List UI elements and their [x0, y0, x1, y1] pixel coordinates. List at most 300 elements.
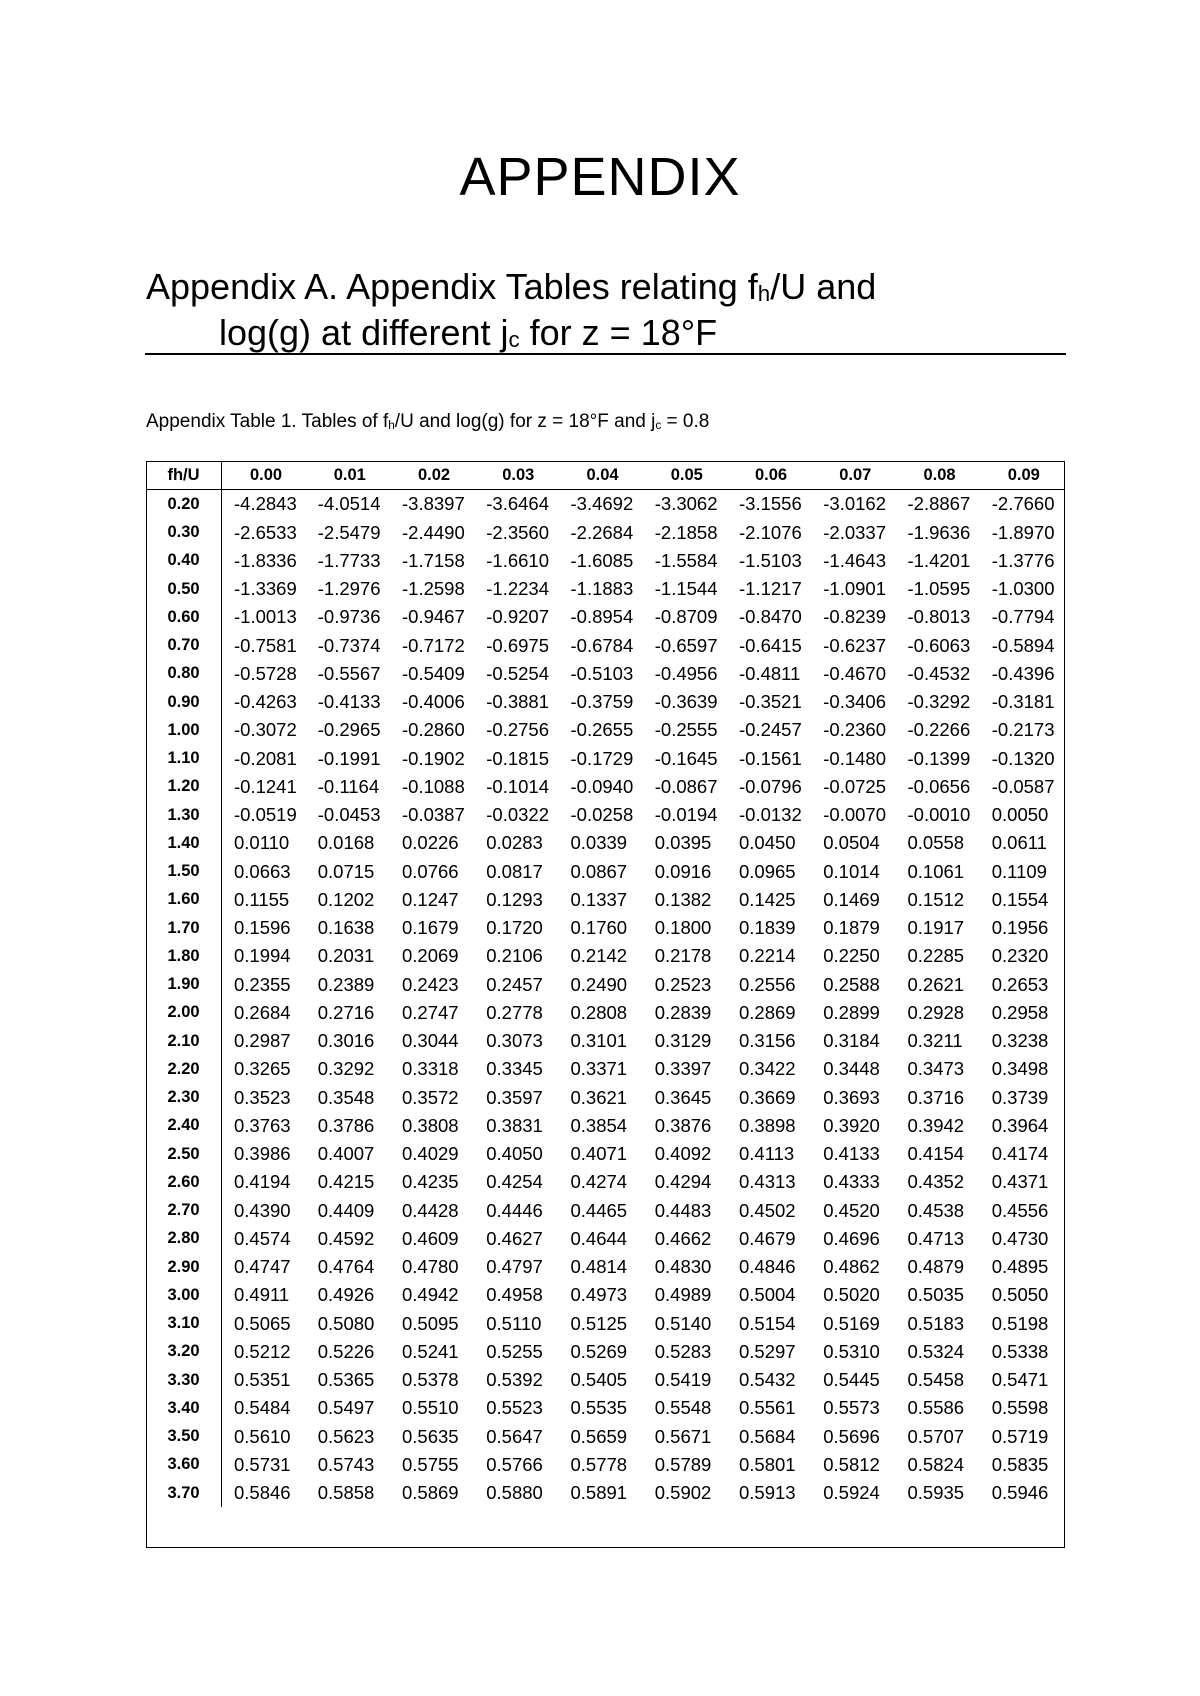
table-cell: 0.1382 — [654, 888, 712, 910]
table-cell: 0.5154 — [739, 1312, 796, 1334]
table-cell: -2.3560 — [486, 521, 549, 543]
table-cell: 0.4556 — [991, 1199, 1049, 1221]
table-cell: 0.0504 — [823, 832, 880, 854]
column-header: 0.08 — [896, 461, 980, 490]
table-cell: 0.3786 — [317, 1114, 375, 1136]
table-cell: 0.4371 — [991, 1171, 1049, 1193]
row-header: 3.40 — [146, 1394, 222, 1422]
table-cell: 0.5835 — [991, 1453, 1049, 1475]
table-cell: 0.2214 — [739, 945, 796, 967]
table-cell: 0.1596 — [234, 917, 291, 939]
table-cell: -0.0796 — [739, 775, 802, 797]
table-cell: -0.6597 — [654, 634, 718, 656]
table-cell: 0.2320 — [991, 945, 1049, 967]
table-cell: 0.4696 — [823, 1227, 880, 1249]
table-cell: 0.4989 — [654, 1284, 712, 1306]
table-row — [146, 914, 1064, 942]
table-cell: 0.3073 — [486, 1030, 543, 1052]
table-cell: -2.1076 — [739, 521, 802, 543]
table-cell: 0.5419 — [654, 1369, 712, 1391]
table-cell: 0.5671 — [654, 1425, 712, 1447]
table-cell: 0.5324 — [907, 1340, 965, 1362]
table-cell: -0.1991 — [317, 747, 381, 769]
row-header: 1.00 — [146, 716, 222, 744]
table-cell: 0.5902 — [654, 1482, 712, 1504]
table-cell: 0.5065 — [234, 1312, 291, 1334]
table-cell: 0.0663 — [234, 860, 291, 882]
table-cell: -1.0013 — [234, 606, 297, 628]
table-caption — [146, 410, 709, 434]
table-cell: 0.5635 — [402, 1425, 459, 1447]
table-cell: -1.3776 — [991, 549, 1055, 571]
table-cell: -0.8239 — [823, 606, 886, 628]
table-row — [146, 1055, 1064, 1083]
table-cell: 0.4313 — [739, 1171, 796, 1193]
table-cell: -0.7374 — [317, 634, 381, 656]
table-row — [146, 773, 1064, 801]
table-cell: 0.3156 — [739, 1030, 796, 1052]
table-cell: -0.0519 — [234, 804, 297, 826]
table-cell: 0.2423 — [402, 973, 459, 995]
table-cell: -1.2598 — [402, 578, 465, 600]
table-cell: 0.5623 — [317, 1425, 375, 1447]
table-cell: -0.9736 — [317, 606, 381, 628]
row-header: 2.10 — [146, 1027, 222, 1055]
table-cell: -1.6610 — [486, 549, 549, 571]
table-cell: -0.1164 — [317, 775, 380, 797]
table-row — [146, 1197, 1064, 1225]
row-header: 3.60 — [146, 1451, 222, 1479]
table-cell: 0.2899 — [823, 1001, 880, 1023]
table-cell: 0.5050 — [991, 1284, 1049, 1306]
table-cell: 0.5610 — [234, 1425, 291, 1447]
table-row — [146, 1451, 1064, 1479]
table-cell: -0.1645 — [654, 747, 718, 769]
table-row — [146, 745, 1064, 773]
table-cell: -0.0656 — [907, 775, 971, 797]
table-cell: 0.2069 — [402, 945, 459, 967]
table-cell: -0.9207 — [486, 606, 549, 628]
table-cell: 0.1679 — [402, 917, 459, 939]
table-cell: -1.4201 — [907, 549, 971, 571]
table-cell: 0.5283 — [654, 1340, 712, 1362]
table-cell: 0.1202 — [317, 888, 375, 910]
table-cell: 0.1293 — [486, 888, 543, 910]
table-cell: 0.3016 — [317, 1030, 375, 1052]
table-cell: -1.2234 — [486, 578, 549, 600]
table-row — [146, 886, 1064, 914]
column-header: 0.04 — [559, 461, 643, 490]
table-cell: 0.4592 — [317, 1227, 375, 1249]
table-cell: -0.6063 — [907, 634, 971, 656]
column-header: 0.03 — [474, 461, 558, 490]
table-cell: -0.2081 — [234, 747, 297, 769]
table-row — [146, 1479, 1064, 1507]
table-cell: 0.0558 — [907, 832, 965, 854]
table-cell: 0.5125 — [570, 1312, 628, 1334]
table-cell: 0.3739 — [991, 1086, 1049, 1108]
table-cell: 0.4113 — [739, 1143, 795, 1165]
row-header: 2.90 — [146, 1253, 222, 1281]
table-cell: 0.0965 — [739, 860, 796, 882]
table-cell: 0.3831 — [486, 1114, 543, 1136]
table-cell: -0.2555 — [654, 719, 718, 741]
table-cell: 0.4574 — [234, 1227, 291, 1249]
table-cell: -2.4490 — [402, 521, 465, 543]
table-cell: 0.3265 — [234, 1058, 291, 1080]
row-header: 2.70 — [146, 1197, 222, 1225]
table-cell: 0.5392 — [486, 1369, 543, 1391]
table-cell: 0.5338 — [991, 1340, 1049, 1362]
table-cell: -0.3639 — [654, 691, 718, 713]
table-cell: 0.4029 — [402, 1143, 459, 1165]
table-row — [146, 603, 1064, 631]
table-cell: -0.4263 — [234, 691, 297, 713]
table-row — [146, 1225, 1064, 1253]
table-cell: -1.7733 — [317, 549, 381, 571]
row-header: 0.50 — [146, 575, 222, 603]
table-cell: -1.9636 — [907, 521, 971, 543]
table-cell: 0.0050 — [991, 804, 1049, 826]
table-cell: 0.2457 — [486, 973, 543, 995]
table-cell: 0.4926 — [317, 1284, 375, 1306]
table-cell: 0.5226 — [317, 1340, 375, 1362]
table-cell: 0.3597 — [486, 1086, 543, 1108]
table-cell: -1.8970 — [991, 521, 1055, 543]
column-header: 0.05 — [643, 461, 727, 490]
table-cell: -0.0725 — [823, 775, 886, 797]
table-cell: 0.3422 — [739, 1058, 796, 1080]
table-cell: 0.4797 — [486, 1256, 543, 1278]
table-cell: -1.7158 — [402, 549, 465, 571]
row-header: 3.50 — [146, 1423, 222, 1451]
table-cell: 0.4973 — [570, 1284, 628, 1306]
table-row — [146, 1140, 1064, 1168]
table-cell: 0.0283 — [486, 832, 543, 854]
table-cell: -0.5254 — [486, 662, 549, 684]
table-cell: 0.5778 — [570, 1453, 628, 1475]
table-cell: -4.0514 — [317, 493, 381, 515]
table-row — [146, 999, 1064, 1027]
row-header: 0.80 — [146, 660, 222, 688]
table-cell: 0.5484 — [234, 1397, 291, 1419]
heading-subscript-c: c — [508, 327, 520, 352]
caption-subscript-c: c — [655, 419, 662, 432]
table-cell: -0.1320 — [991, 747, 1055, 769]
table-cell: 0.5378 — [402, 1369, 459, 1391]
table-cell: 0.2355 — [234, 973, 291, 995]
row-header: 3.00 — [146, 1281, 222, 1309]
corner-header: fh/U — [146, 461, 222, 490]
table-cell: -0.7172 — [402, 634, 465, 656]
table-cell: 0.5510 — [402, 1397, 459, 1419]
row-header: 1.70 — [146, 914, 222, 942]
table-cell: -0.4811 — [739, 662, 801, 684]
table-cell: 0.0110 — [234, 832, 290, 854]
row-header: 2.30 — [146, 1084, 222, 1112]
table-cell: 0.5824 — [907, 1453, 965, 1475]
table-row — [146, 1310, 1064, 1338]
row-header: 0.70 — [146, 632, 222, 660]
table-cell: -2.2684 — [570, 521, 634, 543]
table-cell: 0.4958 — [486, 1284, 543, 1306]
table-cell: 0.5080 — [317, 1312, 375, 1334]
table-row — [146, 1366, 1064, 1394]
table-cell: -0.4532 — [907, 662, 971, 684]
row-header: 1.30 — [146, 801, 222, 829]
table-cell: -0.0322 — [486, 804, 549, 826]
table-cell: -0.3521 — [739, 691, 802, 713]
table-cell: 0.2490 — [570, 973, 628, 995]
row-header: 2.00 — [146, 999, 222, 1027]
table-cell: -0.2655 — [570, 719, 634, 741]
table-cell: 0.3645 — [654, 1086, 712, 1108]
table-row — [146, 1281, 1064, 1309]
table-cell: 0.1956 — [991, 917, 1049, 939]
table-header-row — [146, 461, 1064, 490]
table-cell: 0.5405 — [570, 1369, 628, 1391]
table-cell: 0.1061 — [907, 860, 965, 882]
table-cell: -3.4692 — [570, 493, 634, 515]
table-cell: 0.5869 — [402, 1482, 459, 1504]
table-cell: 0.0715 — [317, 860, 375, 882]
table-cell: 0.4644 — [570, 1227, 628, 1249]
table-cell: -0.3406 — [823, 691, 886, 713]
table-cell: 0.3211 — [907, 1030, 963, 1052]
table-cell: 0.4942 — [402, 1284, 459, 1306]
table-cell: 0.4235 — [402, 1171, 459, 1193]
row-header: 2.80 — [146, 1225, 222, 1253]
table-cell: 0.2588 — [823, 973, 880, 995]
table-cell: -1.0595 — [907, 578, 971, 600]
table-cell: -0.0194 — [654, 804, 718, 826]
table-cell: -0.6415 — [739, 634, 802, 656]
table-cell: 0.5707 — [907, 1425, 965, 1447]
table-cell: 0.3942 — [907, 1114, 965, 1136]
table-cell: 0.4194 — [234, 1171, 291, 1193]
table-cell: 0.4911 — [234, 1284, 290, 1306]
table-cell: -0.8470 — [739, 606, 802, 628]
table-row — [146, 632, 1064, 660]
appendix-table-1 — [146, 461, 1064, 1507]
table-cell: -0.2266 — [907, 719, 971, 741]
table-cell: 0.3763 — [234, 1114, 291, 1136]
table-cell: 0.5110 — [486, 1312, 542, 1334]
table-cell: 0.0766 — [402, 860, 459, 882]
table-cell: -1.8336 — [234, 549, 297, 571]
table-cell: 0.5696 — [823, 1425, 880, 1447]
table-cell: -0.1241 — [234, 775, 297, 797]
table-cell: 0.4390 — [234, 1199, 291, 1221]
table-cell: -1.2976 — [317, 578, 381, 600]
table-cell: 0.4747 — [234, 1256, 291, 1278]
table-cell: 0.5140 — [654, 1312, 712, 1334]
table-cell: 0.3808 — [402, 1114, 459, 1136]
table-cell: 0.5297 — [739, 1340, 796, 1362]
row-header: 3.70 — [146, 1479, 222, 1507]
table-cell: 0.5891 — [570, 1482, 628, 1504]
table-row — [146, 490, 1064, 519]
table-cell: 0.5548 — [654, 1397, 712, 1419]
row-header: 2.50 — [146, 1140, 222, 1168]
table-cell: 0.1638 — [317, 917, 375, 939]
table-cell: 0.3669 — [739, 1086, 796, 1108]
table-row — [146, 1338, 1064, 1366]
heading-text-1: Appendix A. Appendix Tables relating f — [146, 266, 758, 307]
table-row — [146, 519, 1064, 547]
table-cell: 0.3238 — [991, 1030, 1049, 1052]
table-cell: 0.4679 — [739, 1227, 796, 1249]
table-cell: -1.0901 — [823, 578, 886, 600]
heading-rule — [145, 353, 1066, 355]
table-cell: -0.8954 — [570, 606, 634, 628]
table-cell: 0.3473 — [907, 1058, 965, 1080]
table-cell: 0.3498 — [991, 1058, 1049, 1080]
table-cell: 0.1720 — [486, 917, 543, 939]
table-cell: 0.3716 — [907, 1086, 965, 1108]
table-cell: -0.5567 — [317, 662, 381, 684]
table-row — [146, 801, 1064, 829]
table-cell: 0.0916 — [654, 860, 712, 882]
table-cell: 0.5241 — [402, 1340, 459, 1362]
table-cell: 0.2250 — [823, 945, 880, 967]
table-cell: -3.0162 — [823, 493, 886, 515]
table-cell: -0.1088 — [402, 775, 465, 797]
table-cell: -1.5584 — [654, 549, 718, 571]
table-cell: -0.3292 — [907, 691, 971, 713]
table-row — [146, 1084, 1064, 1112]
table-cell: 0.5719 — [991, 1425, 1049, 1447]
table-cell: 0.5812 — [823, 1453, 880, 1475]
table-cell: 0.2958 — [991, 1001, 1049, 1023]
table-cell: 0.4446 — [486, 1199, 543, 1221]
table-cell: 0.1994 — [234, 945, 291, 967]
table-cell: -0.2457 — [739, 719, 802, 741]
table-cell: 0.0867 — [570, 860, 628, 882]
table-cell: 0.5445 — [823, 1369, 880, 1391]
table-cell: -0.2173 — [991, 719, 1055, 741]
table-cell: 0.4333 — [823, 1171, 880, 1193]
table-cell: 0.3898 — [739, 1114, 796, 1136]
table-row — [146, 1423, 1064, 1451]
table-cell: 0.5659 — [570, 1425, 628, 1447]
table-cell: 0.4713 — [907, 1227, 965, 1249]
table-cell: 0.4814 — [570, 1256, 628, 1278]
caption-text-2: /U and log(g) for z = 18°F and j — [394, 411, 656, 432]
table-cell: -0.5728 — [234, 662, 297, 684]
table-cell: -0.5894 — [991, 634, 1055, 656]
row-header: 1.50 — [146, 858, 222, 886]
table-cell: 0.5586 — [907, 1397, 965, 1419]
table-cell: 0.2142 — [570, 945, 628, 967]
table-cell: 0.4483 — [654, 1199, 712, 1221]
table-cell: -3.6464 — [486, 493, 549, 515]
table-cell: -0.1729 — [570, 747, 634, 769]
column-header: 0.09 — [980, 461, 1064, 490]
table-cell: -2.5479 — [317, 521, 381, 543]
table-cell: -0.1561 — [739, 747, 802, 769]
table-cell: 0.0817 — [486, 860, 543, 882]
table-cell: 0.5880 — [486, 1482, 543, 1504]
table-cell: -0.1902 — [402, 747, 465, 769]
table-cell: -3.8397 — [402, 493, 465, 515]
column-header: 0.02 — [390, 461, 474, 490]
table-cell: -0.0070 — [823, 804, 886, 826]
table-cell: -2.0337 — [823, 521, 886, 543]
table-cell: 0.5351 — [234, 1369, 291, 1391]
table-cell: -0.2860 — [402, 719, 465, 741]
table-cell: -0.6237 — [823, 634, 886, 656]
table-cell: 0.1800 — [654, 917, 712, 939]
table-cell: 0.1469 — [823, 888, 880, 910]
table-cell: -0.0387 — [402, 804, 465, 826]
table-cell: 0.4879 — [907, 1256, 965, 1278]
page-title: APPENDIX — [459, 147, 741, 207]
table-row — [146, 1394, 1064, 1422]
table-cell: 0.0226 — [402, 832, 459, 854]
table-cell: 0.4050 — [486, 1143, 543, 1165]
table-cell: 0.3044 — [402, 1030, 459, 1052]
table-cell: 0.4274 — [570, 1171, 628, 1193]
column-header: 0.07 — [811, 461, 895, 490]
table-cell: 0.4764 — [317, 1256, 375, 1278]
table-cell: 0.2556 — [739, 973, 796, 995]
row-header: 2.40 — [146, 1112, 222, 1140]
table-cell: 0.4215 — [317, 1171, 375, 1193]
table-cell: -0.6784 — [570, 634, 634, 656]
row-header: 1.90 — [146, 971, 222, 999]
table-cell: 0.4465 — [570, 1199, 628, 1221]
table-cell: -1.4643 — [823, 549, 886, 571]
table-cell: -2.7660 — [991, 493, 1055, 515]
table-cell: 0.5169 — [823, 1312, 880, 1334]
table-cell: -2.8867 — [907, 493, 971, 515]
table-cell: 0.0395 — [654, 832, 712, 854]
row-header: 0.30 — [146, 519, 222, 547]
table-cell: 0.5432 — [739, 1369, 796, 1391]
table-cell: 0.2523 — [654, 973, 712, 995]
heading-text-3: log(g) at different j — [219, 312, 509, 353]
table-cell: 0.1554 — [991, 888, 1049, 910]
table-cell: 0.2808 — [570, 1001, 628, 1023]
table-cell: -1.1217 — [739, 578, 802, 600]
table-cell: 0.3318 — [402, 1058, 459, 1080]
table-cell: 0.5935 — [907, 1482, 965, 1504]
table-cell: -0.0132 — [739, 804, 802, 826]
table-cell: 0.5598 — [991, 1397, 1049, 1419]
table-cell: -0.4956 — [654, 662, 718, 684]
table-cell: 0.4502 — [739, 1199, 796, 1221]
table-cell: 0.4730 — [991, 1227, 1049, 1249]
table-cell: 0.2106 — [486, 945, 543, 967]
heading-text-4: for z = 18°F — [519, 312, 718, 353]
table-cell: -0.0867 — [654, 775, 718, 797]
row-header: 0.20 — [146, 490, 222, 519]
table-cell: 0.0611 — [991, 832, 1047, 854]
table-cell: 0.5858 — [317, 1482, 375, 1504]
table-cell: 0.3986 — [234, 1143, 291, 1165]
table-cell: 0.5789 — [654, 1453, 712, 1475]
table-row — [146, 942, 1064, 970]
row-header: 3.20 — [146, 1338, 222, 1366]
table-cell: 0.5020 — [823, 1284, 880, 1306]
table-cell: 0.4428 — [402, 1199, 459, 1221]
table-cell: 0.3572 — [402, 1086, 459, 1108]
caption-subscript-h: h — [388, 419, 395, 432]
table-cell: 0.3854 — [570, 1114, 628, 1136]
table-cell: 0.4895 — [991, 1256, 1049, 1278]
table-cell: 0.2684 — [234, 1001, 291, 1023]
